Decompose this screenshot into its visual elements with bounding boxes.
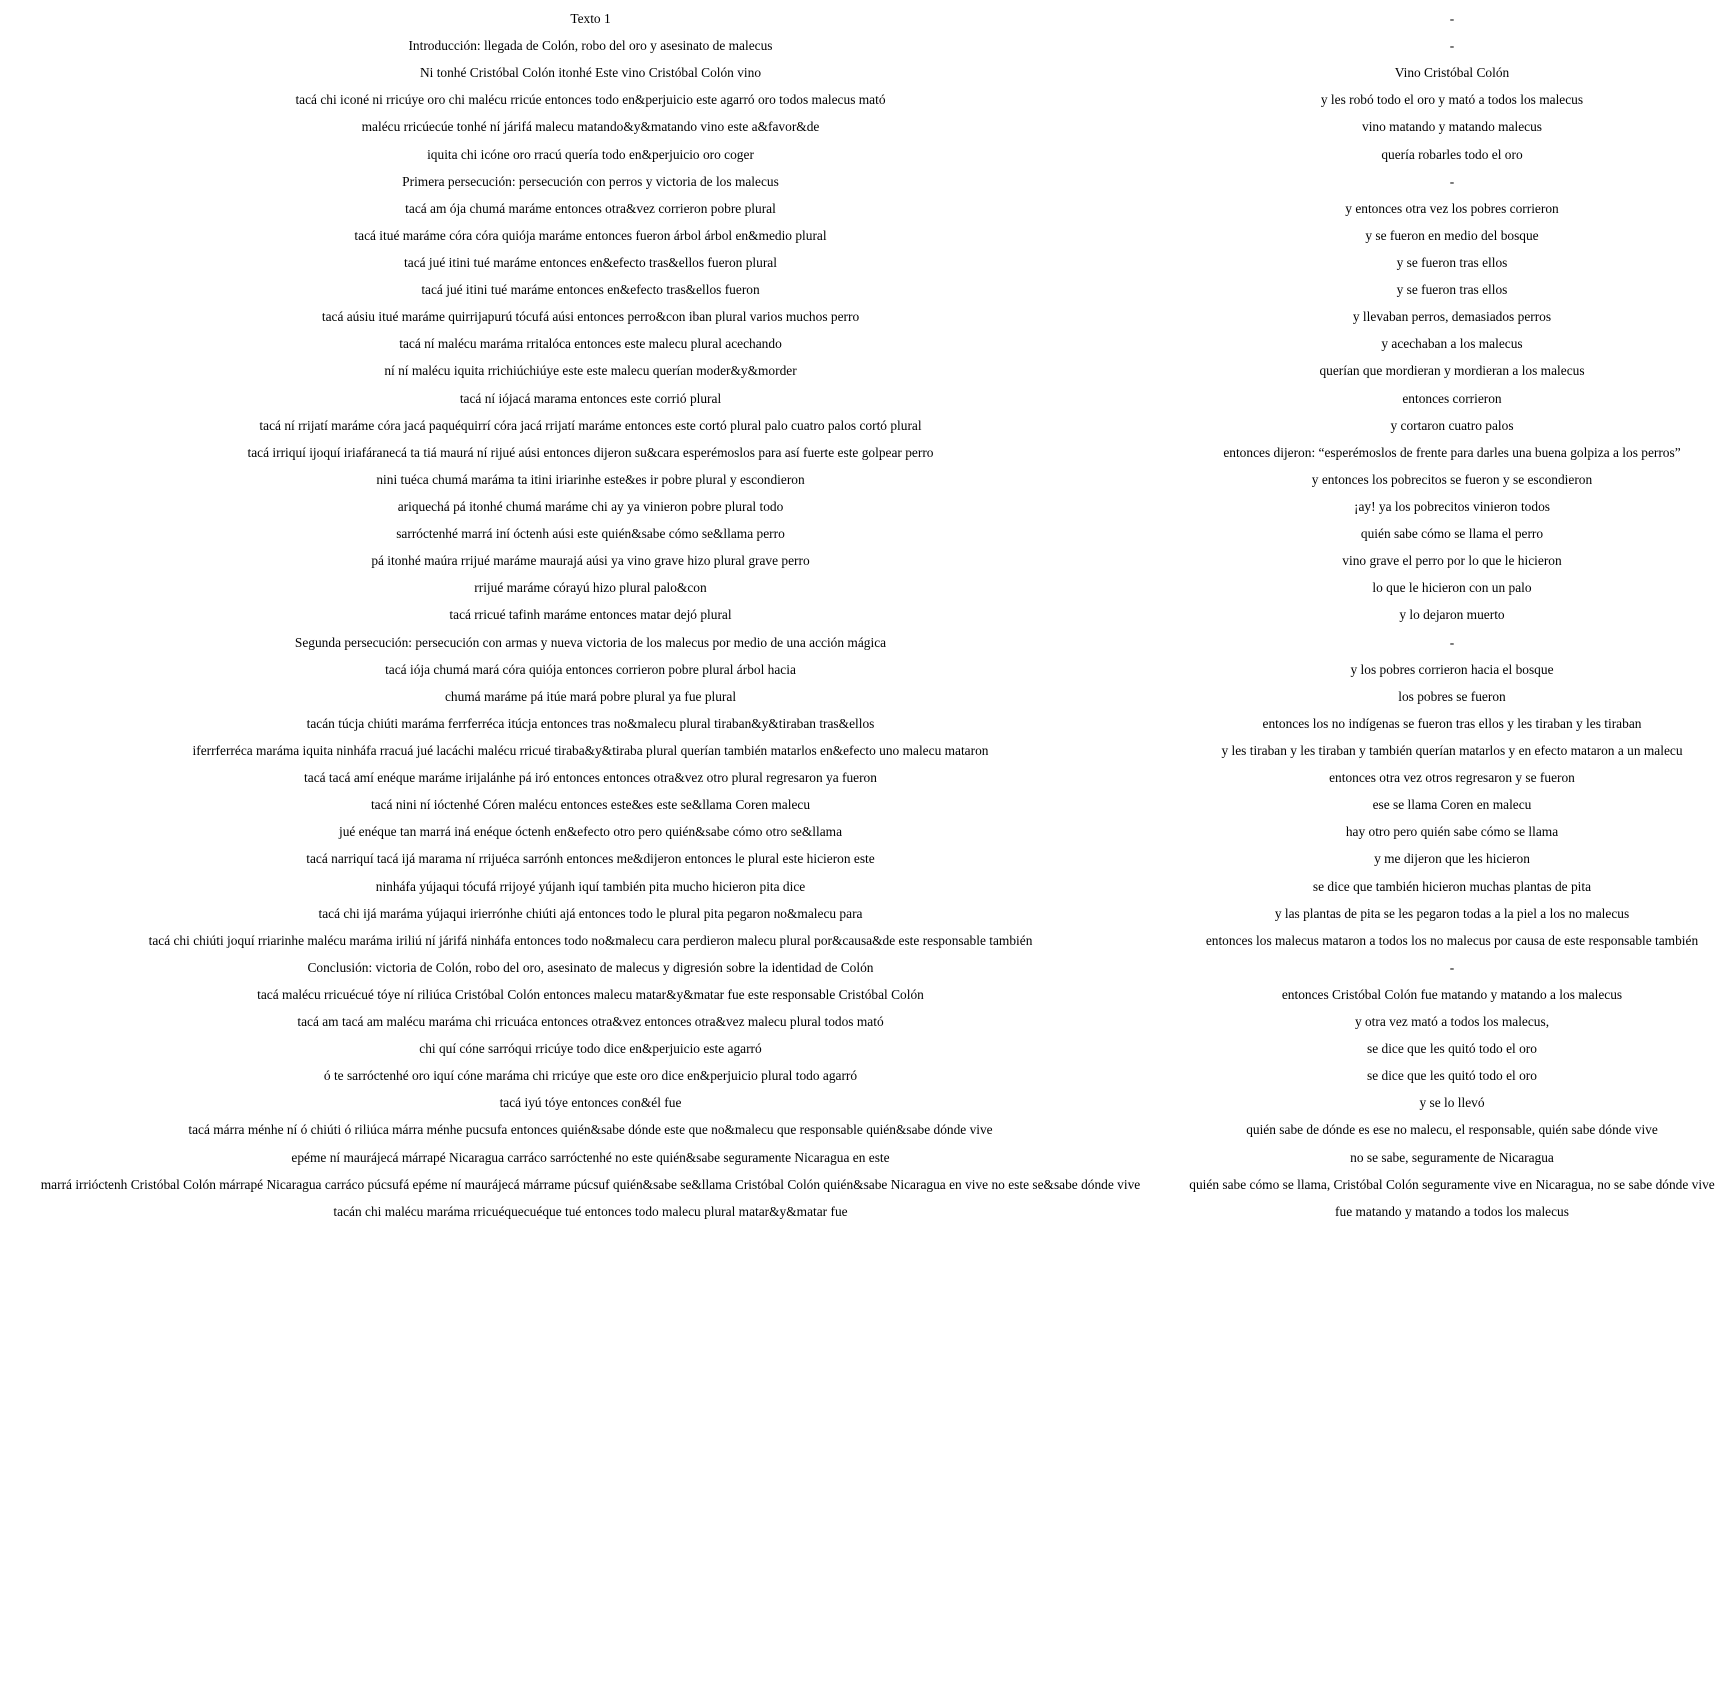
translation-line: quería robarles todo el oro [1381,146,1523,162]
source-line: epéme ní maurájecá márrapé Nicaragua carráco sarróctenhé no este quién&sabe seguramente Nicaragua en este [291,1149,890,1165]
source-line: tacá chi chiúti joquí rriarinhe malécu maráma iriliú ní járifá ninháfa entonces todo no&malecu cara perdieron malecu plural por&causa&de este responsable también [148,932,1033,948]
table-row [6,223,1729,250]
source-line: tacán túcja chiúti maráma ferrferréca itúcja entonces tras no&malecu plural tiraban&y&tiraban tras&ellos [306,715,875,731]
translation-line: ese se llama Coren en malecu [1372,797,1532,813]
translation-line: - [1449,959,1455,975]
translation-line: vino matando y matando malecus [1362,119,1542,135]
table-row [6,33,1729,60]
translation-line: y les robó todo el oro y mató a todos los malecus [1320,92,1584,108]
source-line: jué enéque tan marrá iná enéque óctenh en&efecto otro pero quién&sabe cómo otro se&llama [338,824,843,840]
source-line: tacá iyú tóye entonces con&él fue [499,1095,682,1111]
table-row [6,548,1729,575]
translation-line: y cortaron cuatro palos [1390,417,1514,433]
source-line: ariquechá pá itonhé chumá maráme chi ay ya vinieron pobre plural todo [397,498,784,514]
source-line: tacá nini ní ióctenhé Córen malécu entonces este&es este se&llama Coren malecu [370,797,811,813]
table-row [6,250,1729,277]
table-row [6,358,1729,385]
translation-line: lo que le hicieron con un palo [1372,580,1532,596]
source-line: nini tuéca chumá maráma ta itini iriarinhe este&es ir pobre plural y escondieron [376,471,805,487]
translation-line: entonces los malecus mataron a todos los no malecus por causa de este responsable también [1205,932,1699,948]
translation-line: se dice que también hicieron muchas plantas de pita [1312,878,1592,894]
source-line: Introducción: llegada de Colón, robo del oro y asesinato de malecus [408,38,773,54]
table-row [6,169,1729,196]
translation-line: vino grave el perro por lo que le hicieron [1342,553,1562,569]
table-row [6,1145,1729,1172]
source-line: Segunda persecución: persecución con armas y nueva victoria de los malecus por medio de una acción mágica [294,634,887,650]
translation-line: y los pobres corrieron hacia el bosque [1350,661,1554,677]
source-line: tacá chi iconé ni rricúye oro chi malécu rricúe entonces todo en&perjuicio este agarró oro todos malecus mató [295,92,886,108]
table-row [6,331,1729,358]
table-row [6,467,1729,494]
table-row [6,494,1729,521]
translation-line: y otra vez mató a todos los malecus, [1354,1014,1550,1030]
source-line: tacán chi malécu maráma rricuéquecuéque tué entonces todo malecu plural matar&y&matar fue [333,1203,848,1219]
table-row [6,521,1729,548]
translation-line: quién sabe de dónde es ese no malecu, el responsable, quién sabe dónde vive [1246,1122,1658,1138]
table-row [6,955,1729,982]
translation-line: - [1449,11,1455,26]
translation-line: y se fueron tras ellos [1396,254,1508,270]
translation-line: Vino Cristóbal Colón [1394,65,1510,81]
translation-line: y las plantas de pita se les pegaron todas a la piel a los no malecus [1274,905,1630,921]
source-line: tacá itué maráme córa córa quiója maráme entonces fueron árbol árbol en&medio plural [354,227,827,243]
source-line: iferrferréca maráma iquita ninháfa rracuá jué lacáchi malécu rricué tiraba&y&tiraba plural querían también matarlos en&efecto uno malecu mataron [192,742,989,758]
translation-line: quién sabe cómo se llama el perro [1360,526,1544,542]
table-row [6,1090,1729,1117]
source-line: tacá ní malécu maráma rritalóca entonces este malecu plural acechando [399,336,782,352]
source-line: tacá rricué tafinh maráme entonces matar dejó plural [449,607,732,623]
translation-line: entonces los no indígenas se fueron tras ellos y les tiraban y les tiraban [1262,715,1642,731]
table-row [6,1199,1729,1226]
source-line: tacá márra ménhe ní ó chiúti ó riliúca márra ménhe pucsufa entonces quién&sabe dónde este que no&malecu que responsable quién&sabe dónde vive [188,1122,993,1138]
table-row [6,575,1729,602]
source-line: Ni tonhé Cristóbal Colón itonhé Este vino Cristóbal Colón vino [419,65,762,81]
table-row [6,304,1729,331]
source-line: tacá am tacá am malécu maráma chi rricuáca entonces otra&vez entonces otra&vez malecu plural todos mató [297,1014,884,1030]
translation-line: - [1449,173,1455,189]
table-row [6,413,1729,440]
source-line: tacá malécu rricuécué tóye ní riliúca Cristóbal Colón entonces malecu matar&y&matar fue este responsable Cristóbal Colón [257,986,924,1002]
table-row [6,901,1729,928]
source-line: ó te sarróctenhé oro iquí cóne maráma chi rricúye que este oro dice en&perjuicio plural todo agarró [323,1068,858,1084]
source-line: tacá jué itini tué maráme entonces en&efecto tras&ellos fueron plural [404,254,777,270]
source-line: pá itonhé maúra rrijué maráme maurajá aúsi ya vino grave hizo plural grave perro [371,553,810,569]
table-row [6,928,1729,955]
source-line: tacá narriquí tacá ijá marama ní rrijuéca sarrónh entonces me&dijeron entonces le plural este hicieron este [306,851,875,867]
table-row [6,657,1729,684]
translation-line: entonces dijeron: “esperémoslos de frente para darles una buena golpiza a los perros” [1223,444,1681,460]
source-line: Texto 1 [570,11,611,26]
table-row [6,765,1729,792]
source-line: ninháfa yújaqui tócufá rrijoyé yújanh iquí también pita mucho hicieron pita dice [375,878,806,894]
table-row [6,142,1729,169]
translation-line: los pobres se fueron [1398,688,1506,704]
source-line: ní ní malécu iquita rrichiúchiúye este este malecu querían moder&y&morder [384,363,797,379]
translation-line: entonces Cristóbal Colón fue matando y matando a los malecus [1281,986,1623,1002]
translation-line: querían que mordieran y mordieran a los malecus [1319,363,1585,379]
source-line: tacá irriquí ijoquí iriafáranecá ta tiá maurá ní rijué aúsi entonces dijeron su&cara esperémoslos para así fuerte este golpear perro [247,444,934,460]
translation-line: no se sabe, seguramente de Nicaragua [1350,1149,1554,1165]
table-row [6,982,1729,1009]
table-row [6,630,1729,657]
translation-line: y llevaban perros, demasiados perros [1352,309,1552,325]
source-line: chi quí cóne sarróqui rricúye todo dice en&perjuicio este agarró [419,1041,762,1057]
table-row [6,819,1729,846]
source-line: iquita chi icóne oro rracú quería todo en&perjuicio oro coger [427,146,754,162]
source-line: sarróctenhé marrá iní óctenh aúsi este quién&sabe cómo se&llama perro [396,526,785,542]
translation-line: ¡ay! ya los pobrecitos vinieron todos [1354,498,1550,514]
table-row [6,6,1729,33]
source-line: tacá chi ijá maráma yújaqui irierrónhe chiúti ajá entonces todo le plural pita pegaron no&malecu para [318,905,863,921]
translation-line: y les tiraban y les tiraban y también querían matarlos y en efecto mataron a un malecu [1221,742,1683,758]
table-row [6,196,1729,223]
source-line: Primera persecución: persecución con perros y victoria de los malecus [402,173,779,189]
table-row [6,792,1729,819]
table-row [6,1036,1729,1063]
source-line: marrá irrióctenh Cristóbal Colón márrapé Nicaragua carráco púcsufá epéme ní maurájecá márrame púcsuf quién&sabe se&llama Cristóbal Colón quién&sabe Nicaragua en vive no este se&sabe dónde vive [40,1176,1141,1192]
source-line: tacá ní rrijatí maráme córa jacá paquéquirrí córa jacá rrijatí maráme entonces este cortó plural palo cuatro palos cortó plural [259,417,922,433]
table-row [6,1117,1729,1144]
interlinear-text-table [6,6,1729,1226]
translation-line: y me dijeron que les hicieron [1374,851,1530,867]
source-line: tacá iója chumá mará córa quiója entonces corrieron pobre plural árbol hacia [385,661,796,677]
translation-line: hay otro pero quién sabe cómo se llama [1345,824,1559,840]
source-line: tacá aúsiu itué maráme quirrijapurú tócufá aúsi entonces perro&con iban plural varios muchos perro [321,309,860,325]
table-row [6,277,1729,304]
table-row [6,60,1729,87]
translation-line: entonces corrieron [1402,390,1502,406]
translation-line: y se lo llevó [1419,1095,1485,1111]
table-row [6,87,1729,114]
translation-line: se dice que les quitó todo el oro [1367,1041,1537,1057]
table-row [6,1172,1729,1199]
translation-line: y entonces otra vez los pobres corrieron [1345,200,1559,216]
translation-line: y se fueron en medio del bosque [1365,227,1539,243]
table-row [6,114,1729,141]
translation-line: quién sabe cómo se llama, Cristóbal Colón seguramente vive en Nicaragua, no se sabe dónde vive [1189,1176,1715,1192]
table-row [6,711,1729,738]
translation-line: fue matando y matando a todos los malecus [1335,1203,1569,1219]
translation-line: y entonces los pobrecitos se fueron y se escondieron [1311,471,1593,487]
table-row [6,874,1729,901]
source-line: rrijué maráme córayú hizo plural palo&con [474,580,707,596]
table-row [6,602,1729,629]
source-line: chumá maráme pá itúe mará pobre plural ya fue plural [444,688,737,704]
translation-line: - [1449,38,1455,54]
table-row [6,738,1729,765]
translation-line: y lo dejaron muerto [1399,607,1505,623]
table-row [6,1009,1729,1036]
translation-line: y acechaban a los malecus [1381,336,1523,352]
translation-line: y se fueron tras ellos [1396,282,1508,298]
table-row [6,440,1729,467]
source-line: tacá am ója chumá maráme entonces otra&vez corrieron pobre plural [405,200,776,216]
translation-line: entonces otra vez otros regresaron y se fueron [1329,770,1575,786]
table-row [6,1063,1729,1090]
source-line: Conclusión: victoria de Colón, robo del oro, asesinato de malecus y digresión sobre la identidad de Colón [307,959,874,975]
table-row [6,846,1729,873]
translation-line: - [1449,634,1455,650]
source-line: tacá jué itini tué maráme entonces en&efecto tras&ellos fueron [421,282,760,298]
source-line: malécu rricúecúe tonhé ní járifá malecu matando&y&matando vino este a&favor&de [361,119,820,135]
source-line: tacá ní iójacá marama entonces este corrió plural [459,390,722,406]
translation-line: se dice que les quitó todo el oro [1367,1068,1537,1084]
table-row [6,684,1729,711]
source-line: tacá tacá amí enéque maráme irijalánhe pá iró entonces entonces otra&vez otro plural regresaron ya fueron [304,770,877,786]
table-row [6,386,1729,413]
